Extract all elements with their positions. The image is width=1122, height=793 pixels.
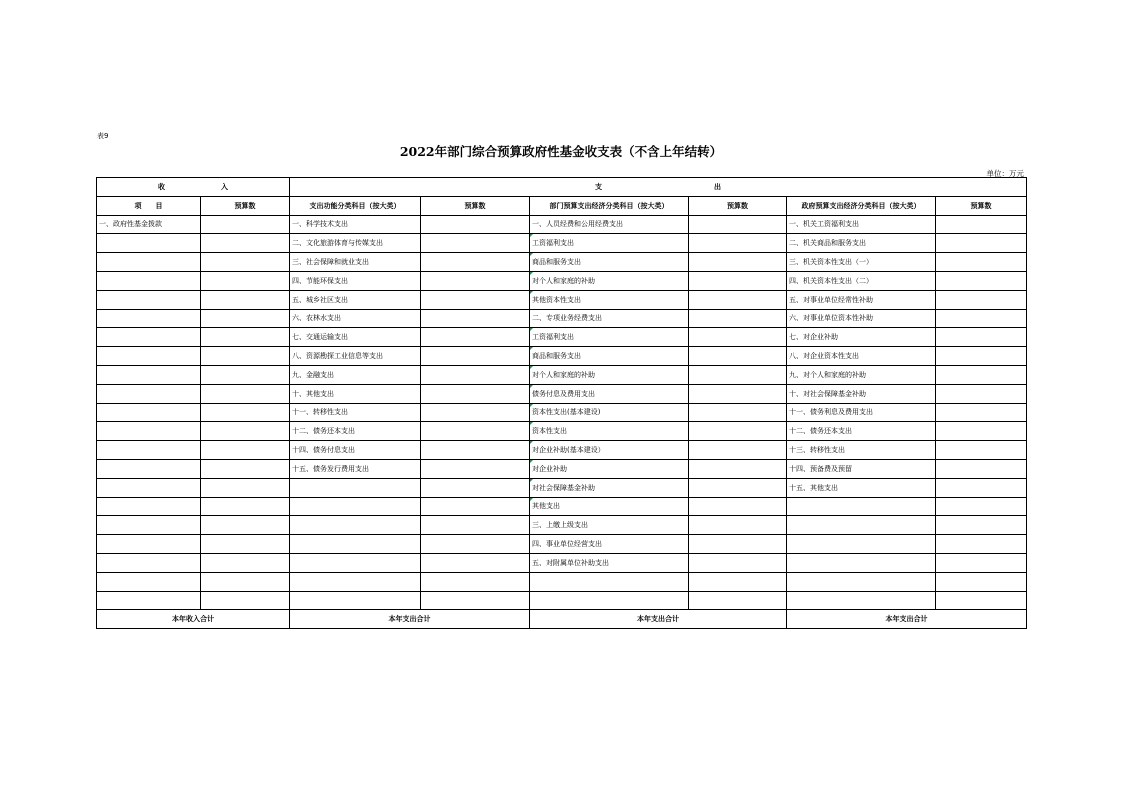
dept-econ-item-cell: 工资福利支出: [530, 234, 689, 253]
function-item-cell: 三、社会保障和就业支出: [290, 253, 421, 272]
function-item-cell: [290, 497, 421, 516]
function-item-cell: 八、资源勘探工业信息等支出: [290, 347, 421, 366]
income-item-cell: [97, 422, 201, 441]
dept-econ-item-cell: 商品和服务支出: [530, 253, 689, 272]
budget-value-cell: [201, 591, 290, 610]
gov-econ-item-cell: 十四、预备费及预留: [787, 459, 936, 478]
gov-econ-item-cell: 三、机关资本性支出（一）: [787, 253, 936, 272]
table-row: [97, 535, 1027, 554]
budget-value-cell: [936, 253, 1027, 272]
budget-value-cell: [421, 234, 530, 253]
income-item-cell: [97, 271, 201, 290]
function-item-cell: [290, 535, 421, 554]
table-row: [97, 271, 1027, 290]
budget-value-cell: [689, 591, 787, 610]
income-item-cell: 一、政府性基金拨款: [97, 215, 201, 234]
budget-value-cell: [689, 403, 787, 422]
income-item-cell: [97, 328, 201, 347]
budget-value-cell: [936, 290, 1027, 309]
gov-econ-item-cell: 十二、债务还本支出: [787, 422, 936, 441]
income-item-cell: [97, 459, 201, 478]
dept-econ-item-cell: 四、事业单位经营支出: [530, 535, 689, 554]
budget-value-cell: [689, 459, 787, 478]
income-item-cell: [97, 403, 201, 422]
budget-value-cell: [689, 478, 787, 497]
gov-econ-item-cell: 四、机关资本性支出（二）: [787, 271, 936, 290]
budget-value-cell: [936, 215, 1027, 234]
dept-econ-item-cell: 资本性支出(基本建设): [530, 403, 689, 422]
budget-value-cell: [421, 253, 530, 272]
income-item-cell: [97, 384, 201, 403]
income-item-cell: [97, 535, 201, 554]
income-item-cell: [97, 553, 201, 572]
column-header-row: [97, 196, 1027, 215]
function-item-cell: 六、农林水支出: [290, 309, 421, 328]
budget-value-cell: [421, 422, 530, 441]
col-budget-header: 预算数: [421, 196, 530, 215]
budget-value-cell: [689, 234, 787, 253]
income-header: 收 入: [97, 178, 290, 197]
budget-value-cell: [201, 403, 290, 422]
col-budget-header: 预算数: [689, 196, 787, 215]
dept-econ-item-cell: [530, 572, 689, 591]
function-item-cell: 二、文化旅游体育与传媒支出: [290, 234, 421, 253]
budget-value-cell: [689, 347, 787, 366]
budget-value-cell: [421, 347, 530, 366]
budget-value-cell: [421, 384, 530, 403]
gov-econ-item-cell: 七、对企业补助: [787, 328, 936, 347]
budget-value-cell: [936, 516, 1027, 535]
budget-value-cell: [936, 478, 1027, 497]
budget-value-cell: [201, 572, 290, 591]
budget-value-cell: [936, 441, 1027, 460]
col-budget-header: 预算数: [936, 196, 1027, 215]
dept-econ-item-cell: 其他支出: [530, 497, 689, 516]
table-row: [97, 253, 1027, 272]
gov-econ-item-cell: [787, 553, 936, 572]
income-total-label: 本年收入合计: [97, 610, 290, 629]
table-row: [97, 403, 1027, 422]
gov-econ-item-cell: 一、机关工资福利支出: [787, 215, 936, 234]
income-item-cell: [97, 309, 201, 328]
gov-econ-item-cell: 十一、债务利息及费用支出: [787, 403, 936, 422]
budget-value-cell: [936, 591, 1027, 610]
dept-econ-item-cell: 五、对附属单位补助支出: [530, 553, 689, 572]
expense-header: 支 出: [290, 178, 1027, 197]
gov-econ-item-cell: 十三、转移性支出: [787, 441, 936, 460]
unit-label: 单位：万元: [986, 169, 1024, 178]
budget-value-cell: [421, 271, 530, 290]
function-item-cell: [290, 478, 421, 497]
table-number-label: 表9: [97, 132, 109, 140]
dept-econ-item-cell: [530, 591, 689, 610]
budget-value-cell: [689, 535, 787, 554]
budget-value-cell: [936, 422, 1027, 441]
gov-econ-item-cell: 五、对事业单位经常性补助: [787, 290, 936, 309]
budget-value-cell: [201, 497, 290, 516]
table-row: [97, 365, 1027, 384]
col-gov-econ-header: 政府预算支出经济分类科目（按大类）: [787, 196, 936, 215]
budget-value-cell: [421, 516, 530, 535]
function-item-cell: 四、节能环保支出: [290, 271, 421, 290]
function-item-cell: 十二、债务还本支出: [290, 422, 421, 441]
budget-value-cell: [201, 459, 290, 478]
gov-econ-item-cell: 二、机关商品和服务支出: [787, 234, 936, 253]
budget-value-cell: [689, 422, 787, 441]
gov-econ-item-cell: [787, 572, 936, 591]
budget-value-cell: [201, 347, 290, 366]
table-row: [97, 478, 1027, 497]
gov-econ-item-cell: [787, 535, 936, 554]
dept-econ-item-cell: 其他资本性支出: [530, 290, 689, 309]
table-row: [97, 384, 1027, 403]
dept-econ-item-cell: 资本性支出: [530, 422, 689, 441]
income-item-cell: [97, 253, 201, 272]
function-item-cell: 十、其他支出: [290, 384, 421, 403]
section-header-row: [97, 178, 1027, 197]
gov-econ-item-cell: 九、对个人和家庭的补助: [787, 365, 936, 384]
budget-value-cell: [689, 516, 787, 535]
budget-value-cell: [201, 535, 290, 554]
income-item-cell: [97, 478, 201, 497]
table-row: [97, 309, 1027, 328]
page-title: 2022年部门综合预算政府性基金收支表（不含上年结转）: [399, 144, 723, 159]
dept-econ-item-cell: 商品和服务支出: [530, 347, 689, 366]
budget-value-cell: [201, 384, 290, 403]
budget-value-cell: [421, 553, 530, 572]
budget-value-cell: [201, 215, 290, 234]
table-row: [97, 234, 1027, 253]
budget-value-cell: [201, 271, 290, 290]
function-item-cell: [290, 572, 421, 591]
dept-econ-item-cell: 债务付息及费用支出: [530, 384, 689, 403]
budget-value-cell: [201, 234, 290, 253]
budget-value-cell: [936, 234, 1027, 253]
table-row: [97, 347, 1027, 366]
budget-value-cell: [421, 328, 530, 347]
budget-value-cell: [201, 290, 290, 309]
gov-econ-item-cell: 十、对社会保障基金补助: [787, 384, 936, 403]
budget-value-cell: [689, 215, 787, 234]
budget-value-cell: [936, 497, 1027, 516]
income-item-cell: [97, 497, 201, 516]
dept-econ-item-cell: 一、人员经费和公用经费支出: [530, 215, 689, 234]
budget-value-cell: [421, 441, 530, 460]
dept-econ-item-cell: 对个人和家庭的补助: [530, 365, 689, 384]
table-row: [97, 290, 1027, 309]
dept-econ-item-cell: 对社会保障基金补助: [530, 478, 689, 497]
col-item-header: 项 目: [97, 196, 201, 215]
dept-econ-item-cell: 对企业补助(基本建设）: [530, 441, 689, 460]
table-row: [97, 591, 1027, 610]
table-row: [97, 215, 1027, 234]
gov-econ-item-cell: 十五、其他支出: [787, 478, 936, 497]
budget-value-cell: [936, 328, 1027, 347]
function-item-cell: 一、科学技术支出: [290, 215, 421, 234]
table-row: [97, 422, 1027, 441]
function-item-cell: 九、金融支出: [290, 365, 421, 384]
expense-total-label: 本年支出合计: [787, 610, 1027, 629]
table-row: [97, 516, 1027, 535]
budget-value-cell: [936, 365, 1027, 384]
budget-value-cell: [689, 253, 787, 272]
budget-value-cell: [936, 403, 1027, 422]
budget-value-cell: [689, 271, 787, 290]
income-item-cell: [97, 347, 201, 366]
budget-value-cell: [936, 384, 1027, 403]
budget-value-cell: [421, 497, 530, 516]
function-item-cell: 十五、债务发行费用支出: [290, 459, 421, 478]
income-item-cell: [97, 516, 201, 535]
budget-value-cell: [689, 290, 787, 309]
function-item-cell: 七、交通运输支出: [290, 328, 421, 347]
budget-value-cell: [421, 403, 530, 422]
budget-value-cell: [421, 309, 530, 328]
budget-value-cell: [201, 516, 290, 535]
col-function-header: 支出功能分类科目（按大类）: [290, 196, 421, 215]
income-item-cell: [97, 234, 201, 253]
budget-value-cell: [689, 309, 787, 328]
budget-value-cell: [421, 535, 530, 554]
dept-econ-item-cell: 三、上缴上级支出: [530, 516, 689, 535]
table-row: [97, 441, 1027, 460]
gov-econ-item-cell: [787, 591, 936, 610]
function-item-cell: 五、城乡社区支出: [290, 290, 421, 309]
budget-value-cell: [689, 572, 787, 591]
budget-value-cell: [201, 328, 290, 347]
budget-value-cell: [936, 271, 1027, 290]
function-item-cell: 十四、债务付息支出: [290, 441, 421, 460]
budget-value-cell: [201, 365, 290, 384]
budget-value-cell: [936, 347, 1027, 366]
budget-value-cell: [421, 459, 530, 478]
function-item-cell: 十一、转移性支出: [290, 403, 421, 422]
expense-total-label: 本年支出合计: [530, 610, 787, 629]
budget-value-cell: [201, 553, 290, 572]
totals-row: [97, 610, 1027, 629]
gov-econ-item-cell: 六、对事业单位资本性补助: [787, 309, 936, 328]
gov-econ-item-cell: [787, 516, 936, 535]
col-dept-econ-header: 部门预算支出经济分类科目（按大类）: [530, 196, 689, 215]
income-item-cell: [97, 365, 201, 384]
budget-value-cell: [936, 535, 1027, 554]
income-item-cell: [97, 591, 201, 610]
col-budget-header: 预算数: [201, 196, 290, 215]
dept-econ-item-cell: 对个人和家庭的补助: [530, 271, 689, 290]
table-row: [97, 328, 1027, 347]
budget-value-cell: [936, 553, 1027, 572]
gov-econ-item-cell: 八、对企业资本性支出: [787, 347, 936, 366]
table-row: [97, 553, 1027, 572]
budget-value-cell: [689, 365, 787, 384]
table-row: [97, 572, 1027, 591]
budget-value-cell: [936, 309, 1027, 328]
budget-value-cell: [201, 253, 290, 272]
table-row: [97, 459, 1027, 478]
budget-value-cell: [421, 572, 530, 591]
budget-value-cell: [421, 478, 530, 497]
budget-value-cell: [689, 441, 787, 460]
dept-econ-item-cell: 二、专项业务经费支出: [530, 309, 689, 328]
budget-value-cell: [201, 422, 290, 441]
budget-value-cell: [201, 478, 290, 497]
income-item-cell: [97, 290, 201, 309]
budget-value-cell: [689, 328, 787, 347]
dept-econ-item-cell: 工资福利支出: [530, 328, 689, 347]
budget-table: [96, 177, 1027, 629]
budget-value-cell: [201, 441, 290, 460]
budget-value-cell: [421, 591, 530, 610]
budget-value-cell: [421, 290, 530, 309]
budget-value-cell: [421, 365, 530, 384]
income-item-cell: [97, 441, 201, 460]
budget-value-cell: [936, 572, 1027, 591]
expense-total-label: 本年支出合计: [290, 610, 530, 629]
table-row: [97, 497, 1027, 516]
budget-value-cell: [201, 309, 290, 328]
budget-value-cell: [936, 459, 1027, 478]
budget-value-cell: [421, 215, 530, 234]
function-item-cell: [290, 516, 421, 535]
function-item-cell: [290, 553, 421, 572]
function-item-cell: [290, 591, 421, 610]
budget-value-cell: [689, 497, 787, 516]
gov-econ-item-cell: [787, 497, 936, 516]
dept-econ-item-cell: 对企业补助: [530, 459, 689, 478]
income-item-cell: [97, 572, 201, 591]
budget-value-cell: [689, 553, 787, 572]
budget-value-cell: [689, 384, 787, 403]
